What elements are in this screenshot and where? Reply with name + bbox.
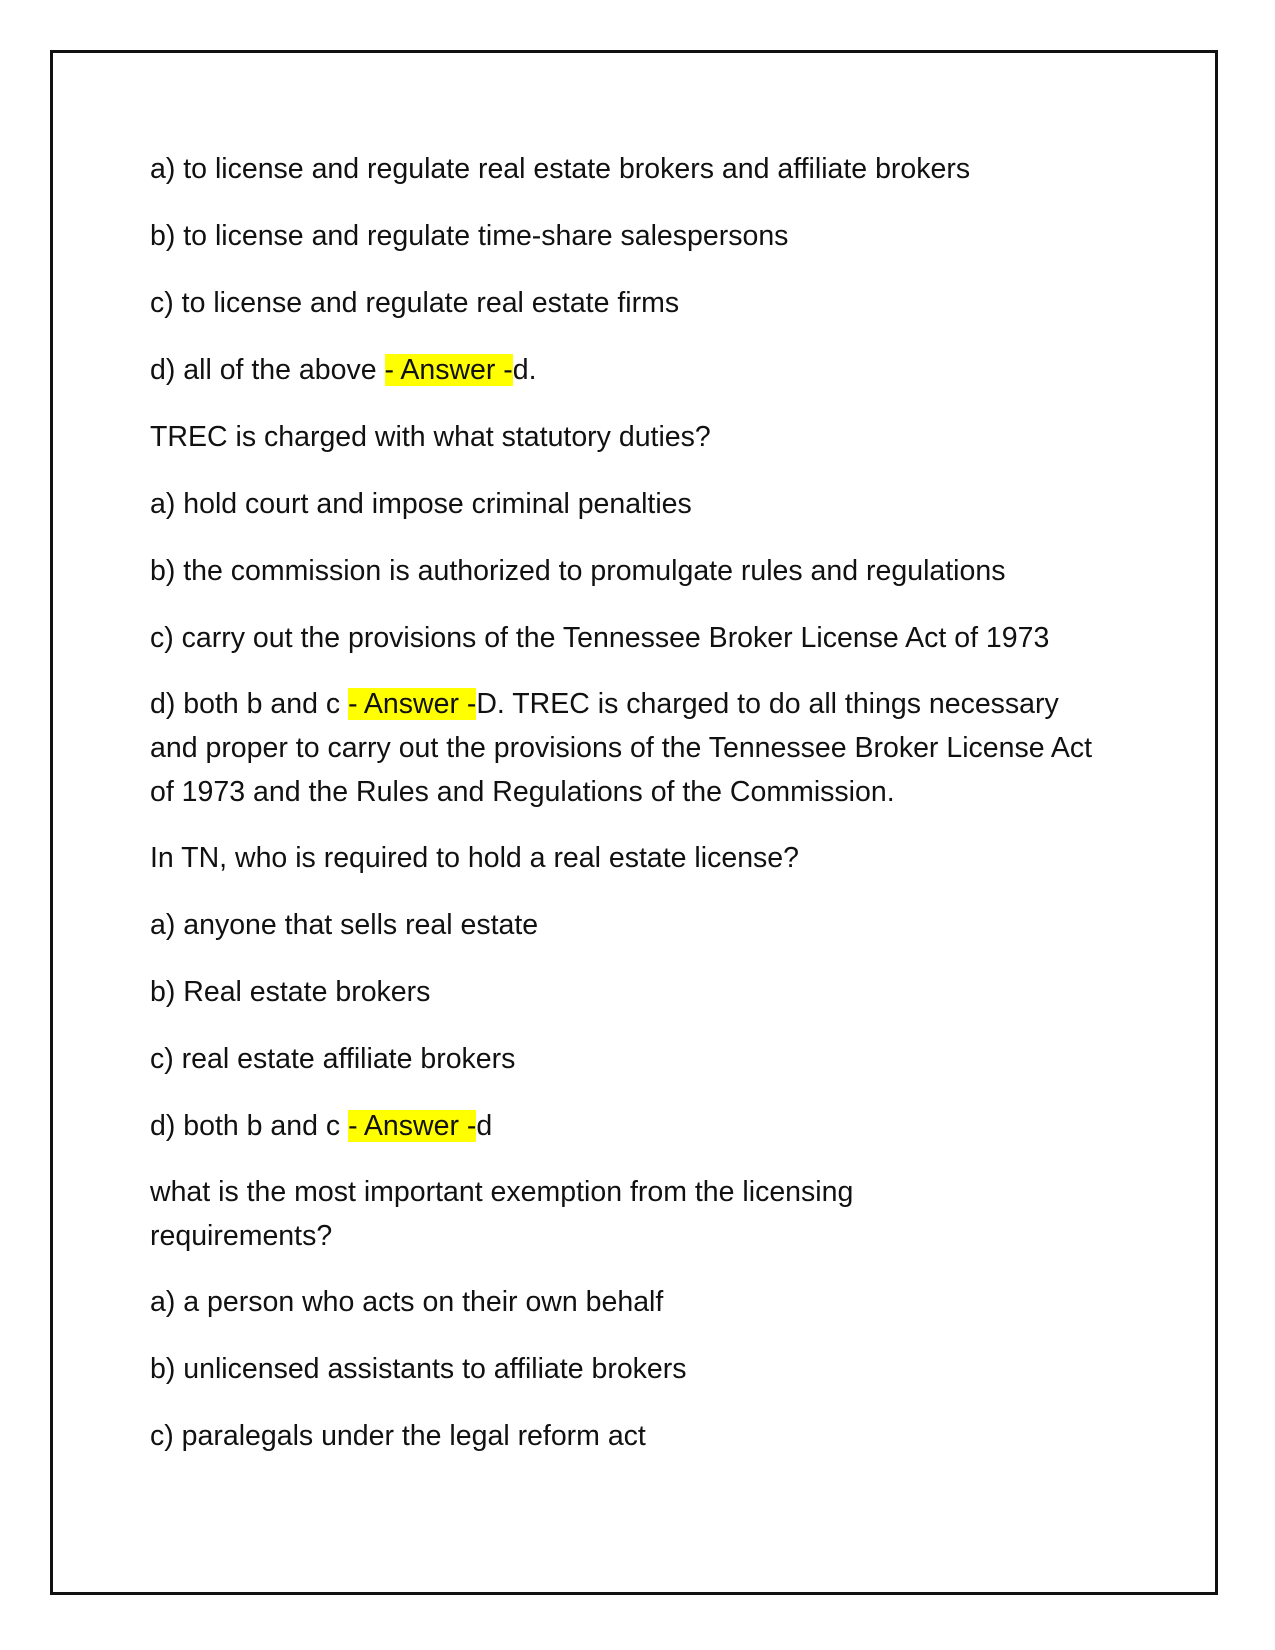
- answer-line: [150, 1103, 1110, 1149]
- answer-value: D. TREC is charged to do all things necessary and proper to carry out the provisions of the Tennessee Broker License Act of 1973 and the Rules and Regulations of the Commission.: [150, 688, 1093, 808]
- document-body: [150, 146, 1110, 1480]
- answer-value: d: [476, 1110, 493, 1142]
- answer-line: [150, 347, 1110, 393]
- answer-prefix: d) both b and c: [150, 1110, 349, 1142]
- option-line: b) to license and regulate time-share salespersons: [150, 220, 789, 252]
- option-line: a) anyone that sells real estate: [150, 909, 539, 941]
- option-line: c) carry out the provisions of the Tennessee Broker License Act of 1973: [150, 622, 1050, 654]
- option-line: c) paralegals under the legal reform act: [150, 1420, 646, 1452]
- option-line: b) Real estate brokers: [150, 976, 431, 1008]
- answer-line: [150, 682, 1110, 814]
- option-line: a) hold court and impose criminal penalties: [150, 488, 692, 520]
- answer-value: d.: [512, 354, 537, 386]
- question-line: TREC is charged with what statutory duties?: [150, 421, 711, 453]
- answer-highlight: - Answer -: [348, 688, 477, 720]
- option-line: b) the commission is authorized to promulgate rules and regulations: [150, 555, 1006, 587]
- question-line: what is the most important exemption from the licensing requirements?: [150, 1176, 854, 1252]
- option-line: c) to license and regulate real estate firms: [150, 287, 680, 319]
- option-line: a) a person who acts on their own behalf: [150, 1286, 664, 1318]
- answer-highlight: - Answer -: [348, 1110, 477, 1142]
- option-line: c) real estate affiliate brokers: [150, 1043, 516, 1075]
- option-line: a) to license and regulate real estate brokers and affiliate brokers: [150, 153, 971, 185]
- question-line: In TN, who is required to hold a real estate license?: [150, 842, 800, 874]
- option-line: b) unlicensed assistants to affiliate brokers: [150, 1353, 687, 1385]
- answer-prefix: d) all of the above: [150, 354, 385, 386]
- answer-highlight: - Answer -: [384, 354, 513, 386]
- answer-prefix: d) both b and c: [150, 688, 349, 720]
